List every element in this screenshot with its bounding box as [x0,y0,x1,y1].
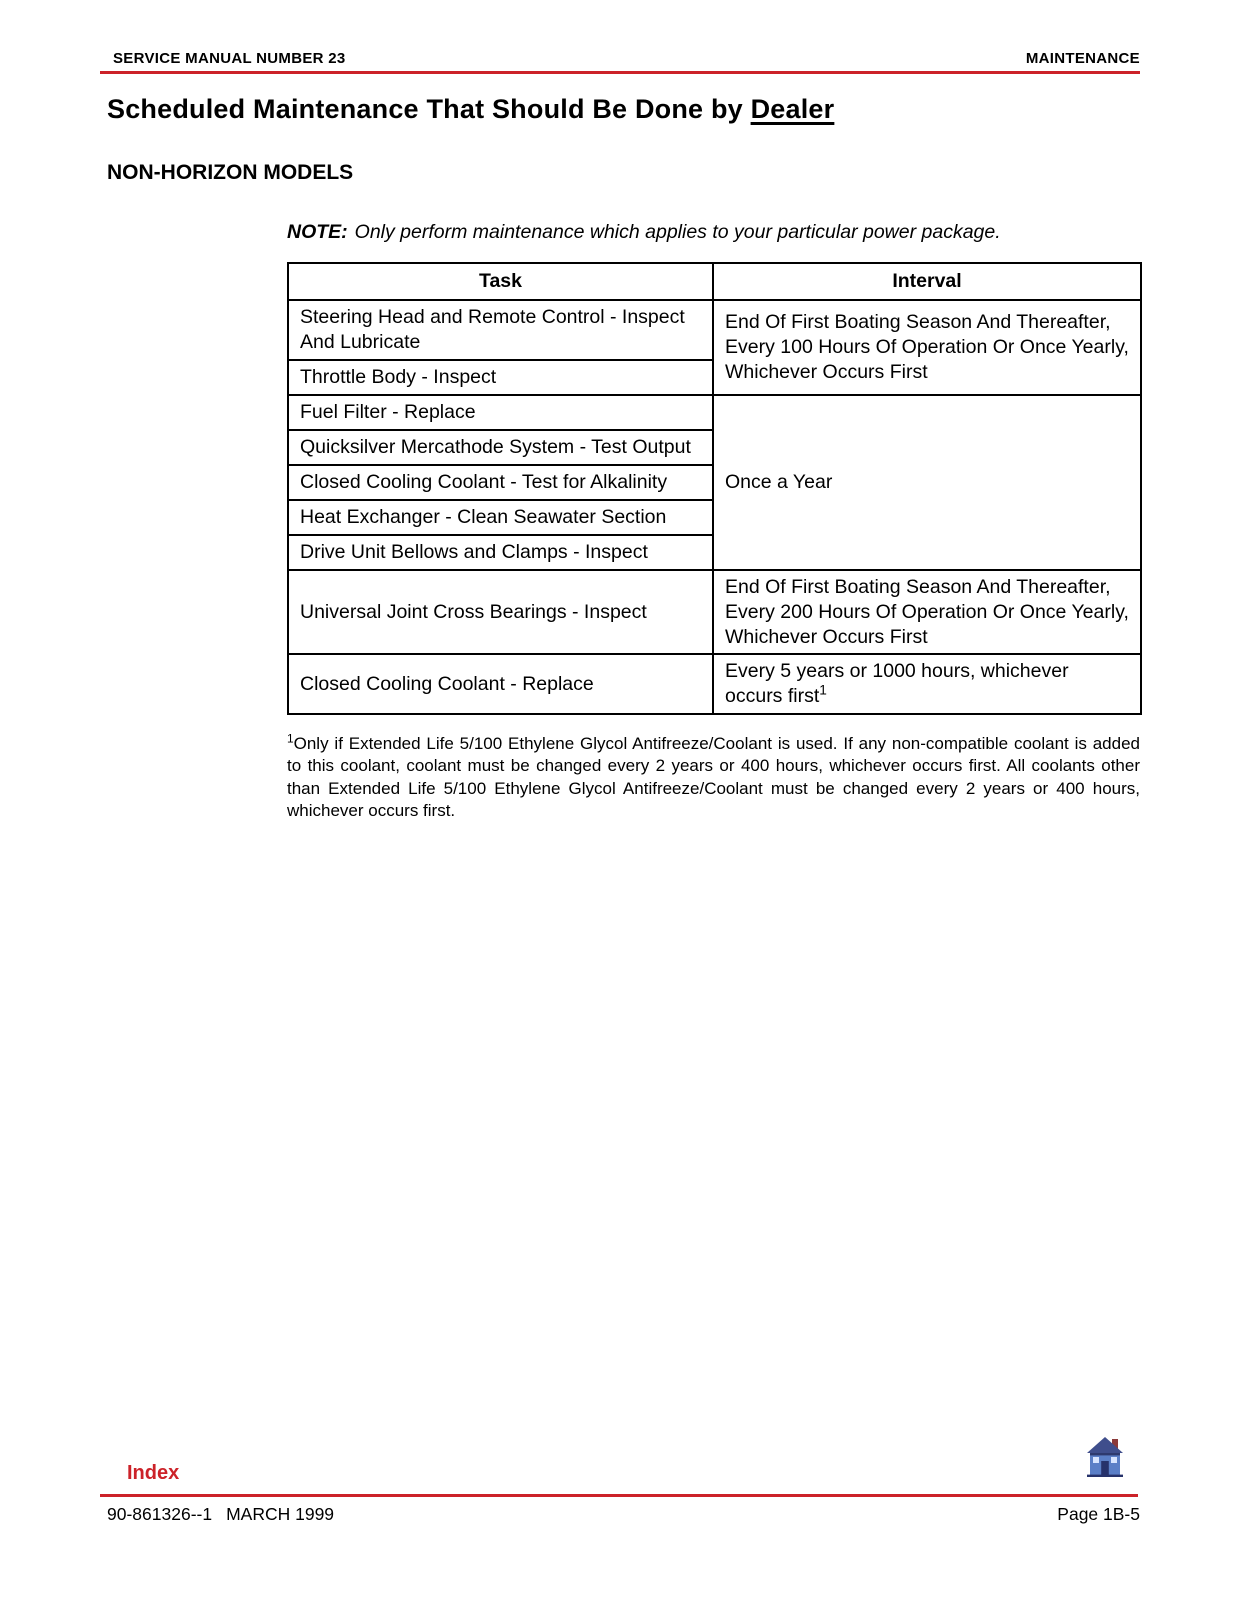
table-header-row [288,263,1141,300]
footnote-text: Only if Extended Life 5/100 Ethylene Glycol Antifreeze/Coolant is used. If any non-compatible coolant is added to this coolant, coolant must be changed every 2 years or 400 hours, whichever occurs first. All coolants other than Extended Life 5/100 Ethylene Glycol Antifreeze/Coolant must be changed every 2 years or 400 hours, whichever occurs first. [287,734,1140,820]
column-header-interval: Interval [713,263,1141,300]
table-row [288,654,1141,714]
doc-number [107,1504,334,1525]
table-row [288,570,1141,655]
column-header-task: Task [288,263,713,300]
page-header [107,0,1140,67]
doc-date: MARCH 1999 [226,1504,335,1524]
task-cell: Steering Head and Remote Control - Inspect And Lubricate [288,300,713,360]
task-cell: Closed Cooling Coolant - Test for Alkalinity [288,465,713,500]
table-row [288,395,1141,430]
section-heading: NON-HORIZON MODELS [107,161,354,184]
note-label: NOTE: [287,221,348,243]
interval-cell: Once a Year [713,395,1141,570]
task-cell: Heat Exchanger - Clean Seawater Section [288,500,713,535]
interval-cell [713,654,1141,714]
footnote-marker: 1 [819,682,827,698]
task-cell: Quicksilver Mercathode System - Test Output [288,430,713,465]
note [287,221,1140,244]
task-cell: Throttle Body - Inspect [288,360,713,395]
maintenance-table [287,262,1142,715]
page-footer [107,1504,1140,1525]
page-title-prefix: Scheduled Maintenance That Should Be Done by [107,94,751,124]
index-link[interactable]: Index [127,1462,180,1484]
task-cell: Closed Cooling Coolant - Replace [288,654,713,714]
interval-cell: End Of First Boating Season And Thereafter, Every 200 Hours Of Operation Or Once Yearly, Whichever Occurs First [713,570,1141,655]
table-row [288,300,1141,360]
footnote-marker: 1 [287,731,294,746]
page-number: Page 1B-5 [1057,1504,1140,1524]
footnote [287,733,1140,821]
task-cell: Universal Joint Cross Bearings - Inspect [288,570,713,655]
note-text: Only perform maintenance which applies to your particular power package. [354,221,1001,243]
home-icon[interactable] [1086,1437,1124,1477]
doc-number-text: 90-861326--1 [107,1504,213,1524]
header-left-text: SERVICE MANUAL NUMBER 23 [113,50,346,67]
page-title-underlined-word: Dealer [750,94,835,124]
header-right-text: MAINTENANCE [1025,50,1140,67]
header-rule [100,71,1140,74]
footer-rule [100,1494,1138,1497]
interval-text: Every 5 years or 1000 hours, whichever occurs first [725,660,1069,708]
interval-cell: End Of First Boating Season And Thereafter, Every 100 Hours Of Operation Or Once Yearly, Whichever Occurs First [713,300,1141,395]
page-title [107,94,1140,125]
task-cell: Drive Unit Bellows and Clamps - Inspect [288,535,713,570]
task-cell: Fuel Filter - Replace [288,395,713,430]
